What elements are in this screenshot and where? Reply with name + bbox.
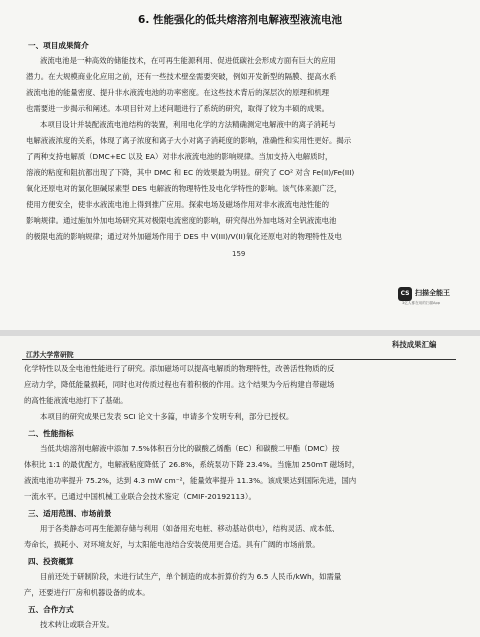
section-heading-cooperation: 五、合作方式 — [28, 605, 74, 614]
paragraph-line: 产，还要进行厂房和机器设备的成本。 — [24, 588, 150, 597]
paragraph-line: 本项目设计并装配液流电池结构的装置，利用电化学的方法精确测定电解液中的离子消耗与 — [40, 120, 336, 129]
section-heading-performance: 二、性能指标 — [28, 429, 74, 438]
paragraph-line: 了两种支持电解质（DMC+EC 以及 EA）对非水液流电池的影响规律。当加支持入电解质时， — [26, 152, 333, 161]
paragraph-line: 化学特性以及全电池性能进行了研究。添加磁场可以提高电解质的物理特性，改善活性物质的反 — [24, 364, 335, 373]
section-heading-scope: 三、适用范围、市场前景 — [28, 509, 112, 518]
running-header-left: 江苏大学常研院 — [26, 351, 74, 359]
paragraph-line: 的极限电流的影响规律；通过对外加磁场作用于 DES 中 V(III)/V(II)氧化还原电对的物理特性及电 — [26, 232, 342, 241]
paragraph-line: 电解液液浓度的关系，体现了离子浓度和离子大小对离子消耗度的影响，准确性和实用性更好。揭示 — [26, 136, 352, 145]
scanner-slogan: 3亿人都在用的扫描App — [402, 301, 441, 305]
paragraph-line: 应动力学，降低能量损耗，同时也对传质过程也有着积极的作用。这个结果为今后构建自带磁场 — [24, 380, 335, 389]
scanner-app-name: 扫描全能王 — [415, 289, 450, 297]
scanner-watermark — [398, 285, 470, 309]
paragraph-line: 也需要进一步揭示和阐述。本项目针对上述问题进行了系统的研究，取得了较为丰硕的成果。 — [26, 104, 330, 113]
paragraph-line: 潜力。在大规模商业化应用之前，还有一些技术壁垒需要突破，例如开发新型的隔膜、提高水系 — [26, 72, 337, 81]
section-heading-summary: 一、项目成果简介 — [28, 41, 89, 50]
page-number: 159 — [232, 250, 246, 258]
document-page-2 — [0, 336, 480, 637]
camscanner-logo-icon: CS — [398, 287, 412, 301]
page-title: 6. 性能强化的低共熔溶剂电解液型液流电池 — [138, 14, 342, 26]
paragraph-line: 本项目的研究成果已发表 SCI 论文十多篇，申请多个发明专利，部分已授权。 — [40, 412, 294, 421]
paragraph-line: 溶液的粘度和阻抗都出现了下降，其中 DMC 和 EC 的效果最为明显。研究了 CO² 对含 Fe(II)/Fe(III) — [26, 168, 355, 177]
paragraph-line: 氧化还原电对的氯化胆碱尿素型 DES 电解液的物理特性及电化学特性的影响。该气体来源广泛， — [26, 184, 342, 193]
running-header-right: 科技成果汇编 — [392, 340, 437, 349]
section-heading-investment: 四、投资概算 — [28, 557, 74, 566]
paragraph-line: 技术转让或联合开发。 — [40, 620, 114, 629]
paragraph-line: 的高性能液流电池打下了基础。 — [24, 396, 128, 405]
paragraph-line: 使用方便安全，使非水液流电池上得到推广应用。探索电场及磁场作用对非水液流电池性能的 — [26, 200, 330, 209]
paragraph-line: 用于各类静态可再生能源存储与利用（如备用充电桩、移动基站供电），结构灵活、成本低、 — [40, 524, 340, 533]
paragraph-line: 当低共熔溶剂电解液中添加 7.5%体积百分比的碳酸乙烯酯（EC）和碳酸二甲酯（DMC）按 — [40, 444, 340, 453]
paragraph-line: 液流电池功率提升 75.2%，达到 4.3 mW cm⁻²，能量效率提升 11.3%。该成果达到国际先进，国内 — [24, 476, 357, 485]
paragraph-line: 影响规律。通过施加外加电场研究其对极限电流密度的影响，研究得出外加电场对全钒液流电池 — [26, 216, 337, 225]
paragraph-line: 寿命长，损耗小、对环境友好，与太阳能电池结合安装使用更合适。具有广阔的市场前景。 — [24, 540, 320, 549]
paragraph-line: 目前还处于研制阶段，未进行试生产，单个制造的成本折算价约为 6.5 人民币/kWh，如需量 — [40, 572, 342, 581]
paragraph-line: 体积比 1:1 的最优配方，电解液粘度降低了 26.8%，系统泵功下降 23.4%。当施加 250mT 磁场时， — [24, 460, 360, 469]
paragraph-line: 液流电池是一种高效的储能技术，在可再生能源利用、促进低碳社会形成方面有巨大的应用 — [40, 56, 336, 65]
header-rule — [22, 359, 456, 360]
paragraph-line: 一流水平。已通过中国机械工业联合会技术鉴定（CMIF-20192113）。 — [24, 492, 256, 501]
paragraph-line: 液流电池的能量密度、提升非水液流电池的功率密度。在这些技术背后的深层次的原理和机理 — [26, 88, 330, 97]
